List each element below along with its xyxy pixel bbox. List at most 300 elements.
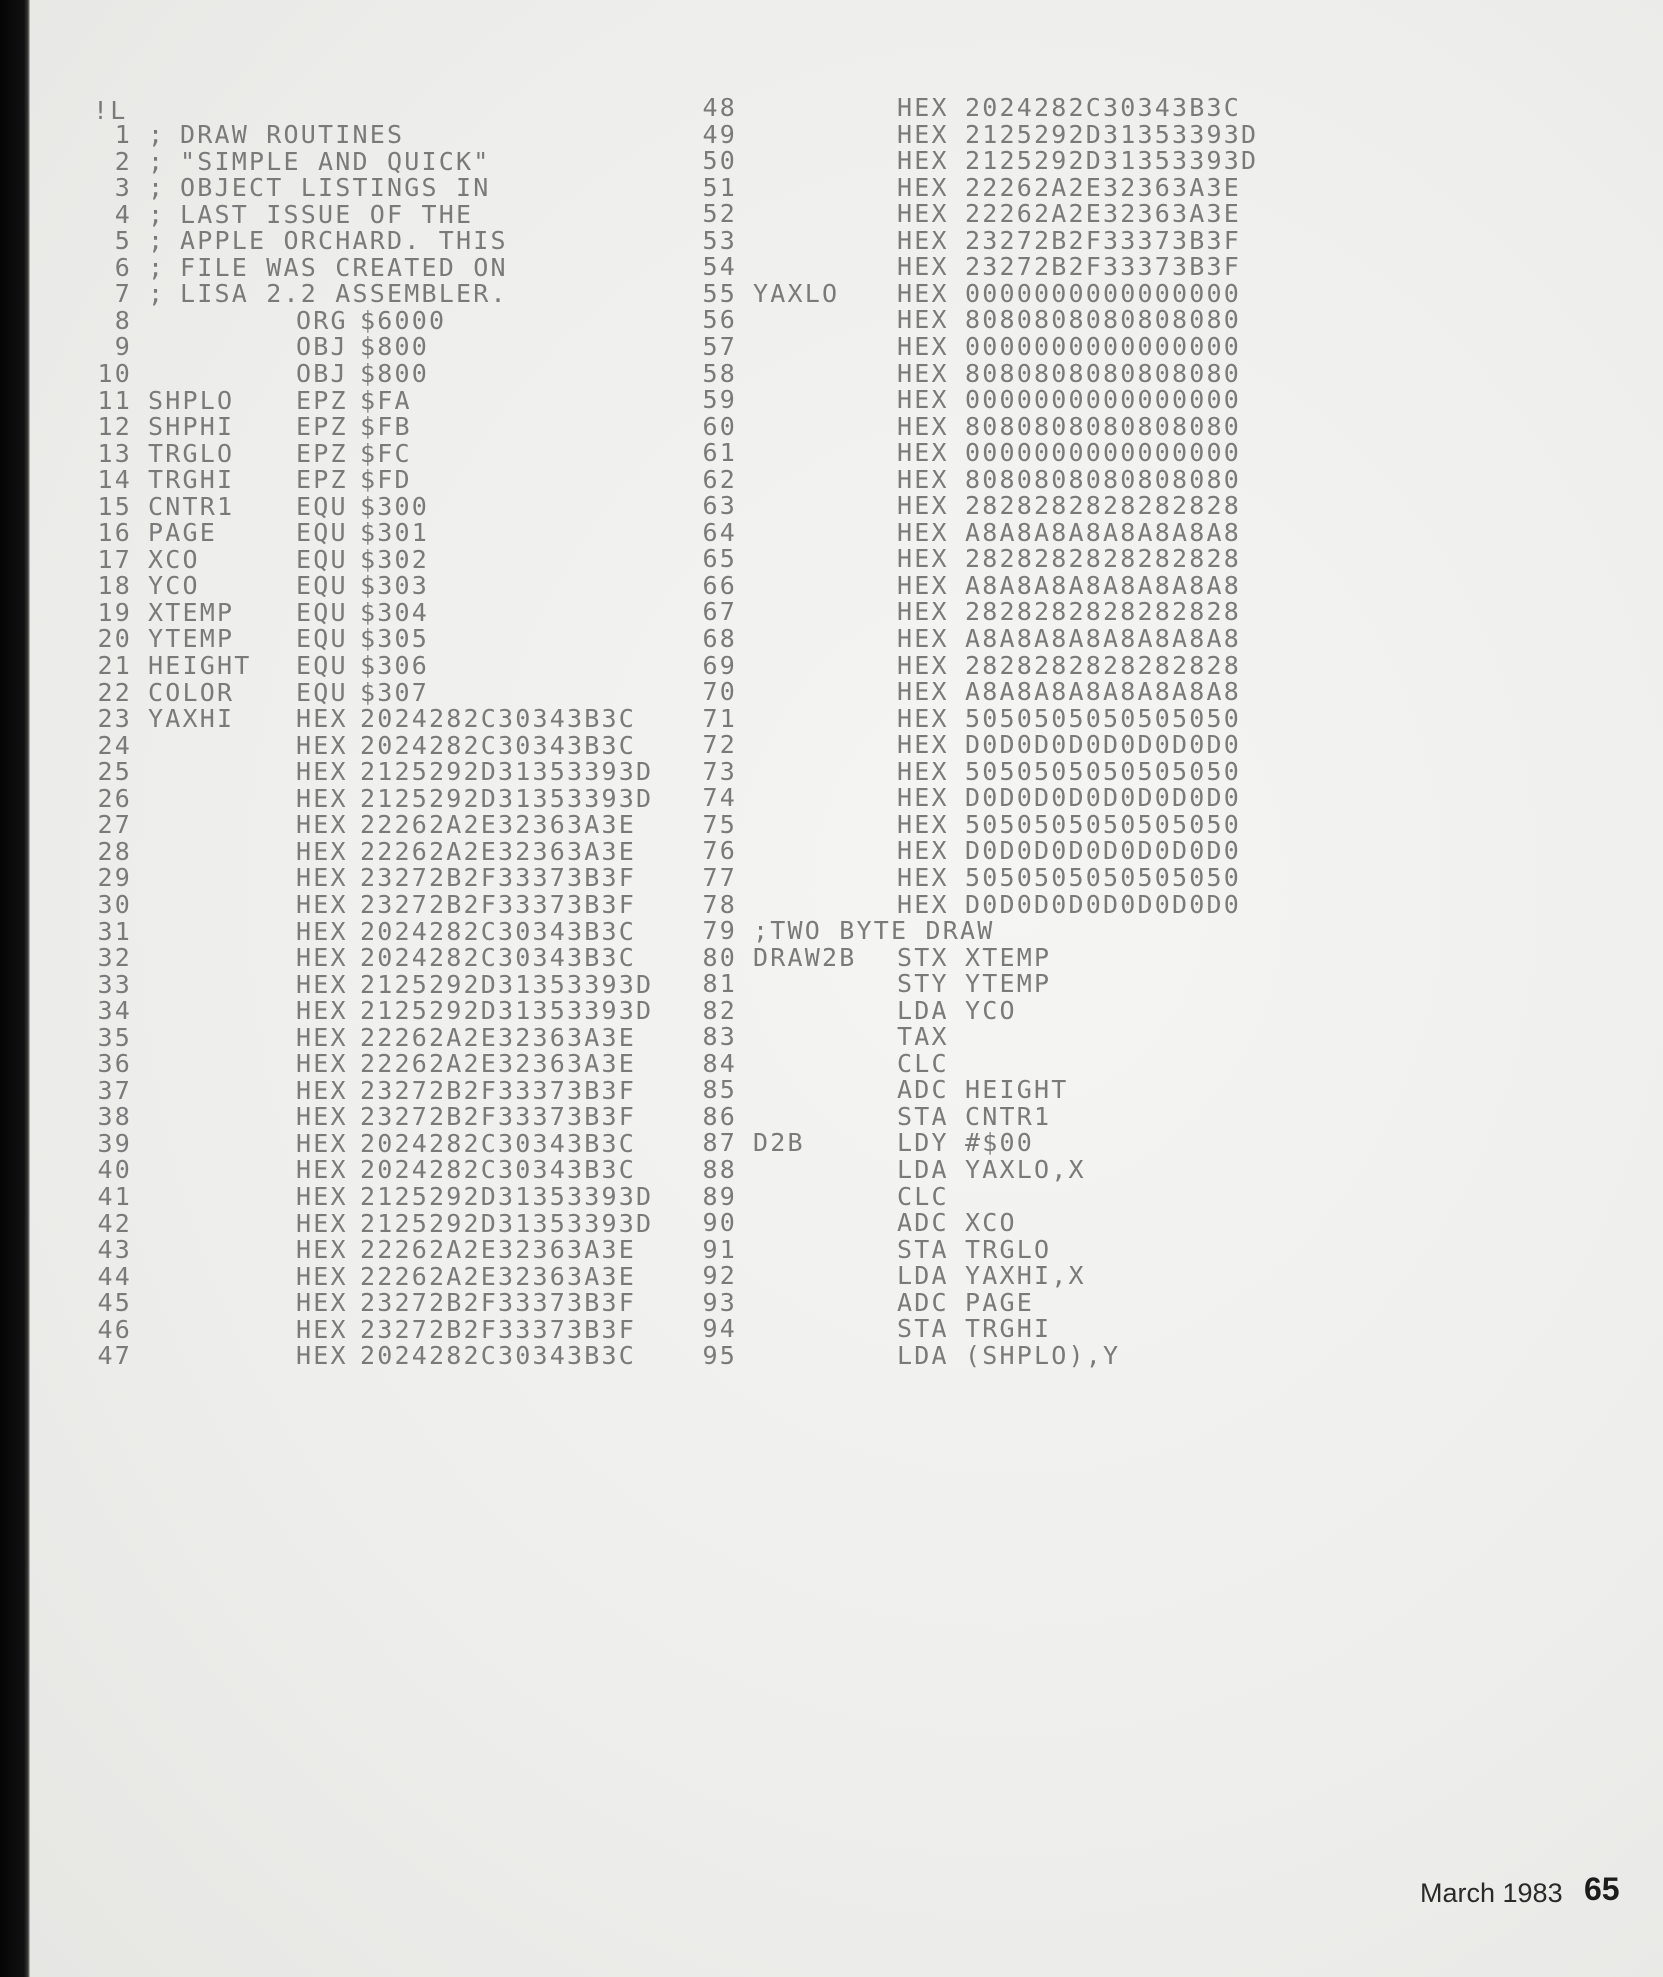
- line-number: 44: [97, 1261, 132, 1291]
- label-field: SHPHI: [148, 412, 235, 442]
- line-number: 59: [702, 385, 737, 415]
- operand-field: 8080808080808080: [965, 358, 1242, 388]
- line-number: 27: [97, 810, 132, 840]
- operand-field: $305: [360, 624, 430, 654]
- opcode-field: EQU: [296, 544, 348, 574]
- opcode-field: HEX: [897, 730, 949, 760]
- opcode-field: HEX: [897, 225, 949, 255]
- opcode-field: STA: [897, 1101, 949, 1131]
- opcode-field: HEX: [897, 756, 949, 786]
- label-field: YCO: [148, 571, 200, 601]
- opcode-field: HEX: [897, 783, 949, 813]
- opcode-field: ADC: [897, 1287, 949, 1317]
- opcode-field: HEX: [296, 1182, 348, 1211]
- line-number: 60: [702, 411, 737, 441]
- line-number: 9: [114, 332, 132, 362]
- operand-field: 2024282C30343B3C: [360, 916, 637, 946]
- issue-date: March 1983: [1420, 1878, 1563, 1908]
- opcode-field: HEX: [897, 385, 949, 415]
- label-field: PAGE: [148, 518, 218, 548]
- opcode-field: EQU: [296, 518, 348, 548]
- label-field: ;: [148, 279, 166, 309]
- line-number: 42: [97, 1208, 132, 1238]
- opcode-field: HEX: [296, 996, 348, 1026]
- operand-field: $304: [360, 597, 430, 627]
- line-number: 58: [702, 358, 737, 388]
- operand-field: 8080808080808080: [965, 305, 1242, 335]
- label-field: HEIGHT: [148, 651, 252, 680]
- operand-field: 2125292D31353393D: [360, 1182, 654, 1211]
- operand-field: XCO: [965, 1208, 1017, 1238]
- opcode-field: HEX: [897, 252, 949, 282]
- line-number: 5: [114, 226, 132, 256]
- opcode-field: HEX: [897, 438, 949, 468]
- opcode-field: HEX: [296, 783, 348, 813]
- line-number: 41: [97, 1182, 132, 1211]
- opcode-field: HEX: [296, 836, 348, 866]
- line-number: 64: [702, 517, 737, 547]
- label-field: XTEMP: [148, 597, 235, 627]
- opcode-field: HEX: [897, 93, 949, 122]
- operand-field: 2125292D31353393D: [360, 1208, 654, 1238]
- opcode-field: EQU: [296, 571, 348, 601]
- line-number: 65: [702, 544, 737, 574]
- line-number: 70: [702, 677, 737, 707]
- opcode-field: HEX: [897, 650, 949, 680]
- label-field: CNTR1: [148, 491, 235, 521]
- opcode-field: HEX: [897, 517, 949, 547]
- line-number: 51: [702, 172, 737, 202]
- opcode-field: HEX: [296, 1049, 348, 1079]
- operand-field: 2828282828282828: [965, 491, 1242, 521]
- operand-field: 0000000000000000: [965, 331, 1242, 361]
- line-number: 29: [97, 863, 132, 893]
- line-number: 84: [702, 1048, 737, 1078]
- operand-field: 23272B2F33373B3F: [965, 225, 1242, 255]
- label-field: D2B: [753, 1128, 805, 1158]
- opcode-field: OBJECT LISTINGS IN: [180, 173, 491, 203]
- opcode-field: HEX: [897, 305, 949, 335]
- opcode-field: HEX: [897, 331, 949, 361]
- line-number: 25: [97, 757, 132, 787]
- operand-field: 22262A2E32363A3E: [360, 1049, 637, 1079]
- operand-field: 2125292D31353393D: [965, 119, 1259, 149]
- line-number: 75: [702, 809, 737, 839]
- line-number: 34: [97, 996, 132, 1026]
- label-field: YAXHI: [148, 704, 235, 734]
- line-number: 21: [97, 651, 132, 680]
- opcode-field: STA: [897, 1314, 949, 1344]
- line-number: 88: [702, 1155, 737, 1184]
- operand-field: $FD: [360, 465, 412, 495]
- opcode-field: LDA: [897, 1261, 949, 1291]
- opcode-field: LDA: [897, 1155, 949, 1184]
- line-number: 36: [97, 1049, 132, 1079]
- line-number: 50: [702, 146, 737, 176]
- operand-field: 22262A2E32363A3E: [360, 1235, 637, 1265]
- opcode-field: HEX: [897, 809, 949, 839]
- opcode-field: EPZ: [296, 438, 348, 468]
- opcode-field: HEX: [296, 889, 348, 919]
- operand-field: 5050505050505050: [965, 756, 1242, 786]
- load-command: !L: [93, 96, 128, 125]
- page: [30, 0, 1663, 1977]
- line-number: 79: [702, 916, 737, 946]
- line-number: 31: [97, 916, 132, 946]
- operand-field: A8A8A8A8A8A8A8A8: [965, 677, 1242, 707]
- line-number: 11: [97, 385, 132, 415]
- line-number: 71: [702, 703, 737, 733]
- line-number: 8: [114, 305, 132, 335]
- operand-field: 5050505050505050: [965, 703, 1242, 733]
- operand-field: XTEMP: [965, 942, 1052, 972]
- line-number: 45: [97, 1288, 132, 1318]
- line-number: 3: [114, 173, 132, 203]
- line-number: 16: [97, 518, 132, 548]
- line-number: 91: [702, 1234, 737, 1264]
- label-field: ;: [148, 173, 166, 203]
- operand-field: 5050505050505050: [965, 809, 1242, 839]
- label-field: ;: [148, 252, 166, 282]
- line-number: 89: [702, 1181, 737, 1211]
- opcode-field: ADC: [897, 1075, 949, 1105]
- label-field: ;: [148, 146, 166, 176]
- line-number: 24: [97, 730, 132, 760]
- label-field: ;: [148, 199, 166, 229]
- line-number: 39: [97, 1128, 132, 1158]
- opcode-field: HEX: [296, 969, 348, 999]
- opcode-field: HEX: [897, 411, 949, 441]
- line-number: 14: [97, 465, 132, 495]
- opcode-field: HEX: [296, 863, 348, 893]
- operand-field: D0D0D0D0D0D0D0D0: [965, 889, 1242, 919]
- opcode-field: HEX: [897, 889, 949, 919]
- opcode-field: HEX: [897, 172, 949, 202]
- opcode-field: STY: [897, 969, 949, 999]
- line-number: 87: [702, 1128, 737, 1158]
- line-number: 19: [97, 597, 132, 627]
- operand-field: 0000000000000000: [965, 385, 1242, 415]
- opcode-field: HEX: [296, 704, 348, 734]
- label-field: XCO: [148, 544, 200, 574]
- operand-field: 22262A2E32363A3E: [360, 1022, 637, 1052]
- opcode-field: HEX: [897, 597, 949, 627]
- operand-field: TRGHI: [965, 1314, 1052, 1344]
- line-number: 4: [114, 199, 132, 229]
- line-number: 20: [97, 624, 132, 654]
- operand-field: CNTR1: [965, 1101, 1052, 1131]
- operand-field: $800: [360, 358, 430, 388]
- operand-field: $301: [360, 518, 430, 548]
- operand-field: HEIGHT: [965, 1075, 1069, 1105]
- line-number: 12: [97, 412, 132, 442]
- opcode-field: ADC: [897, 1208, 949, 1238]
- operand-field: $302: [360, 544, 430, 574]
- opcode-field: CLC: [897, 1048, 949, 1078]
- opcode-field: OBJ: [296, 358, 348, 388]
- line-number: 68: [702, 624, 737, 653]
- opcode-field: HEX: [296, 1075, 348, 1105]
- opcode-field: EQU: [296, 624, 348, 654]
- line-number: 73: [702, 756, 737, 786]
- operand-field: D0D0D0D0D0D0D0D0: [965, 783, 1242, 813]
- opcode-field: HEX: [897, 146, 949, 176]
- operand-field: 2024282C30343B3C: [360, 1341, 637, 1371]
- operand-field: D0D0D0D0D0D0D0D0: [965, 836, 1242, 866]
- line-number: 86: [702, 1101, 737, 1131]
- operand-field: 2024282C30343B3C: [965, 93, 1242, 122]
- operand-field: (SHPLO),Y: [965, 1340, 1121, 1370]
- opcode-field: CLC: [897, 1181, 949, 1211]
- opcode-field: HEX: [897, 836, 949, 866]
- operand-field: $300: [360, 491, 430, 521]
- opcode-field: HEX: [296, 943, 348, 973]
- operand-field: $306: [360, 651, 430, 680]
- operand-field: 2125292D31353393D: [360, 996, 654, 1026]
- opcode-field: "SIMPLE AND QUICK": [180, 146, 491, 176]
- line-number: 80: [702, 942, 737, 972]
- operand-field: YAXHI,X: [965, 1261, 1086, 1291]
- opcode-field: EPZ: [296, 385, 348, 415]
- opcode-field: EQU: [296, 491, 348, 521]
- opcode-field: APPLE ORCHARD. THIS: [180, 226, 508, 256]
- opcode-field: HEX: [296, 757, 348, 787]
- page-number: 65: [1584, 1871, 1620, 1907]
- line-number: 26: [97, 783, 132, 813]
- line-number: 54: [702, 252, 737, 282]
- line-number: 6: [114, 252, 132, 282]
- operand-field: 0000000000000000: [965, 438, 1242, 468]
- opcode-field: STA: [897, 1234, 949, 1264]
- operand-field: 5050505050505050: [965, 862, 1242, 892]
- line-number: 22: [97, 677, 132, 707]
- operand-field: TRGLO: [965, 1234, 1052, 1264]
- line-number: 93: [702, 1287, 737, 1317]
- label-field: COLOR: [148, 677, 235, 707]
- opcode-field: HEX: [296, 1155, 348, 1185]
- line-number: 13: [97, 438, 132, 468]
- opcode-field: STX: [897, 942, 949, 972]
- operand-field: YAXLO,X: [965, 1155, 1086, 1184]
- opcode-field: HEX: [296, 916, 348, 946]
- line-number: 63: [702, 491, 737, 521]
- operand-field: $800: [360, 332, 430, 362]
- line-number: 28: [97, 836, 132, 866]
- line-number: 90: [702, 1208, 737, 1238]
- opcode-field: HEX: [296, 730, 348, 760]
- line-number: 33: [97, 969, 132, 999]
- opcode-field: LDY: [897, 1128, 949, 1158]
- line-number: 76: [702, 836, 737, 866]
- line-number: 83: [702, 1022, 737, 1052]
- line-number: 1: [114, 120, 132, 149]
- operand-field: 23272B2F33373B3F: [965, 252, 1242, 282]
- operand-field: 23272B2F33373B3F: [360, 1288, 637, 1318]
- operand-field: 2828282828282828: [965, 544, 1242, 574]
- opcode-field: HEX: [897, 544, 949, 574]
- operand-field: $FB: [360, 412, 412, 442]
- opcode-field: LISA 2.2 ASSEMBLER.: [180, 279, 508, 309]
- line-number: 85: [702, 1075, 737, 1105]
- opcode-field: DRAW ROUTINES: [180, 120, 405, 149]
- label-field: YAXLO: [753, 278, 840, 308]
- line-number: 62: [702, 464, 737, 494]
- operand-field: 23272B2F33373B3F: [360, 1102, 637, 1132]
- operand-field: $6000: [360, 305, 447, 335]
- opcode-field: HEX: [296, 1128, 348, 1158]
- opcode-field: HEX: [296, 1261, 348, 1291]
- opcode-field: EQU: [296, 677, 348, 707]
- line-number: 48: [702, 93, 737, 122]
- opcode-field: TAX: [897, 1022, 949, 1052]
- line-number: 77: [702, 862, 737, 892]
- operand-field: 22262A2E32363A3E: [965, 172, 1242, 202]
- line-number: 61: [702, 438, 737, 468]
- operand-field: 2024282C30343B3C: [360, 1155, 637, 1185]
- opcode-field: HEX: [296, 1208, 348, 1238]
- operand-field: 2024282C30343B3C: [360, 943, 637, 973]
- label-field: TRGLO: [148, 438, 235, 468]
- operand-field: $FA: [360, 385, 412, 415]
- label-field: ;: [148, 226, 166, 256]
- operand-field: 2024282C30343B3C: [360, 704, 637, 734]
- line-number: 23: [97, 704, 132, 734]
- page-binding-shadow: [0, 0, 30, 1977]
- opcode-field: OBJ: [296, 332, 348, 362]
- line-number: 38: [97, 1102, 132, 1132]
- opcode-field: LAST ISSUE OF THE: [180, 199, 474, 229]
- operand-field: 22262A2E32363A3E: [360, 836, 637, 866]
- operand-field: 22262A2E32363A3E: [360, 810, 637, 840]
- line-number: 17: [97, 544, 132, 574]
- operand-field: A8A8A8A8A8A8A8A8: [965, 570, 1242, 600]
- line-number: 57: [702, 331, 737, 361]
- operand-field: $FC: [360, 438, 412, 468]
- opcode-field: HEX: [897, 278, 949, 308]
- opcode-field: HEX: [296, 1341, 348, 1371]
- line-number: 95: [702, 1340, 737, 1370]
- opcode-field: HEX: [897, 862, 949, 892]
- line-number: 2: [114, 146, 132, 176]
- opcode-field: HEX: [897, 677, 949, 707]
- opcode-field: HEX: [897, 119, 949, 149]
- line-number: 69: [702, 650, 737, 680]
- line-number: 43: [97, 1235, 132, 1265]
- opcode-field: ORG: [296, 305, 348, 335]
- operand-field: 2024282C30343B3C: [360, 730, 637, 760]
- line-number: 81: [702, 969, 737, 999]
- label-field: TRGHI: [148, 465, 235, 495]
- line-number: 78: [702, 889, 737, 919]
- operand-field: YTEMP: [965, 969, 1052, 999]
- operand-field: 2125292D31353393D: [360, 969, 654, 999]
- line-number: 66: [702, 570, 737, 600]
- opcode-field: HEX: [897, 491, 949, 521]
- operand-field: A8A8A8A8A8A8A8A8: [965, 517, 1242, 547]
- opcode-field: HEX: [897, 570, 949, 600]
- opcode-field: HEX: [296, 1235, 348, 1265]
- line-number: 15: [97, 491, 132, 521]
- opcode-field: HEX: [296, 810, 348, 840]
- opcode-field: HEX: [296, 1102, 348, 1132]
- line-number: 32: [97, 943, 132, 973]
- line-number: 74: [702, 783, 737, 813]
- line-number: 72: [702, 730, 737, 760]
- line-number: 7: [114, 279, 132, 309]
- operand-field: 8080808080808080: [965, 411, 1242, 441]
- opcode-field: HEX: [296, 1288, 348, 1318]
- opcode-field: HEX: [897, 199, 949, 229]
- line-number: 55: [702, 278, 737, 308]
- line-number: 53: [702, 225, 737, 255]
- operand-field: 2125292D31353393D: [360, 783, 654, 813]
- line-number: 47: [97, 1341, 132, 1371]
- line-number: 82: [702, 995, 737, 1025]
- opcode-field: HEX: [897, 358, 949, 388]
- opcode-field: LDA: [897, 1340, 949, 1370]
- operand-field: 23272B2F33373B3F: [360, 889, 637, 919]
- opcode-field: EQU: [296, 597, 348, 627]
- opcode-field: FILE WAS CREATED ON: [180, 252, 508, 282]
- operand-field: 2828282828282828: [965, 597, 1242, 627]
- operand-field: 22262A2E32363A3E: [965, 199, 1242, 229]
- operand-field: 2024282C30343B3C: [360, 1128, 637, 1158]
- opcode-field: HEX: [296, 1314, 348, 1344]
- line-number: 94: [702, 1314, 737, 1344]
- line-number: 35: [97, 1022, 132, 1052]
- line-number: 67: [702, 597, 737, 627]
- label-field: ;TWO BYTE DRAW: [753, 916, 995, 946]
- opcode-field: EPZ: [296, 412, 348, 442]
- line-number: 40: [97, 1155, 132, 1185]
- operand-field: PAGE: [965, 1287, 1035, 1317]
- opcode-field: HEX: [897, 703, 949, 733]
- operand-field: 23272B2F33373B3F: [360, 1075, 637, 1105]
- operand-field: $303: [360, 571, 430, 601]
- operand-field: 2828282828282828: [965, 650, 1242, 680]
- operand-field: YCO: [965, 995, 1017, 1025]
- operand-field: 8080808080808080: [965, 464, 1242, 494]
- label-field: SHPLO: [148, 385, 235, 415]
- line-number: 30: [97, 889, 132, 919]
- line-number: 49: [702, 119, 737, 149]
- line-number: 52: [702, 199, 737, 229]
- opcode-field: LDA: [897, 995, 949, 1025]
- operand-field: 2125292D31353393D: [965, 146, 1259, 176]
- opcode-field: EPZ: [296, 465, 348, 495]
- opcode-field: HEX: [897, 464, 949, 494]
- line-number: 18: [97, 571, 132, 601]
- operand-field: A8A8A8A8A8A8A8A8: [965, 624, 1242, 653]
- label-field: YTEMP: [148, 624, 235, 654]
- line-number: 56: [702, 305, 737, 335]
- operand-field: 0000000000000000: [965, 278, 1242, 308]
- operand-field: 23272B2F33373B3F: [360, 1314, 637, 1344]
- opcode-field: EQU: [296, 651, 348, 680]
- line-number: 10: [97, 358, 132, 388]
- operand-field: $307: [360, 677, 430, 707]
- label-field: DRAW2B: [753, 942, 857, 972]
- line-number: 37: [97, 1075, 132, 1105]
- operand-field: 22262A2E32363A3E: [360, 1261, 637, 1291]
- operand-field: D0D0D0D0D0D0D0D0: [965, 730, 1242, 760]
- opcode-field: HEX: [296, 1022, 348, 1052]
- operand-field: 2125292D31353393D: [360, 757, 654, 787]
- line-number: 92: [702, 1261, 737, 1291]
- label-field: ;: [148, 120, 166, 149]
- line-number: 46: [97, 1314, 132, 1344]
- opcode-field: HEX: [897, 624, 949, 653]
